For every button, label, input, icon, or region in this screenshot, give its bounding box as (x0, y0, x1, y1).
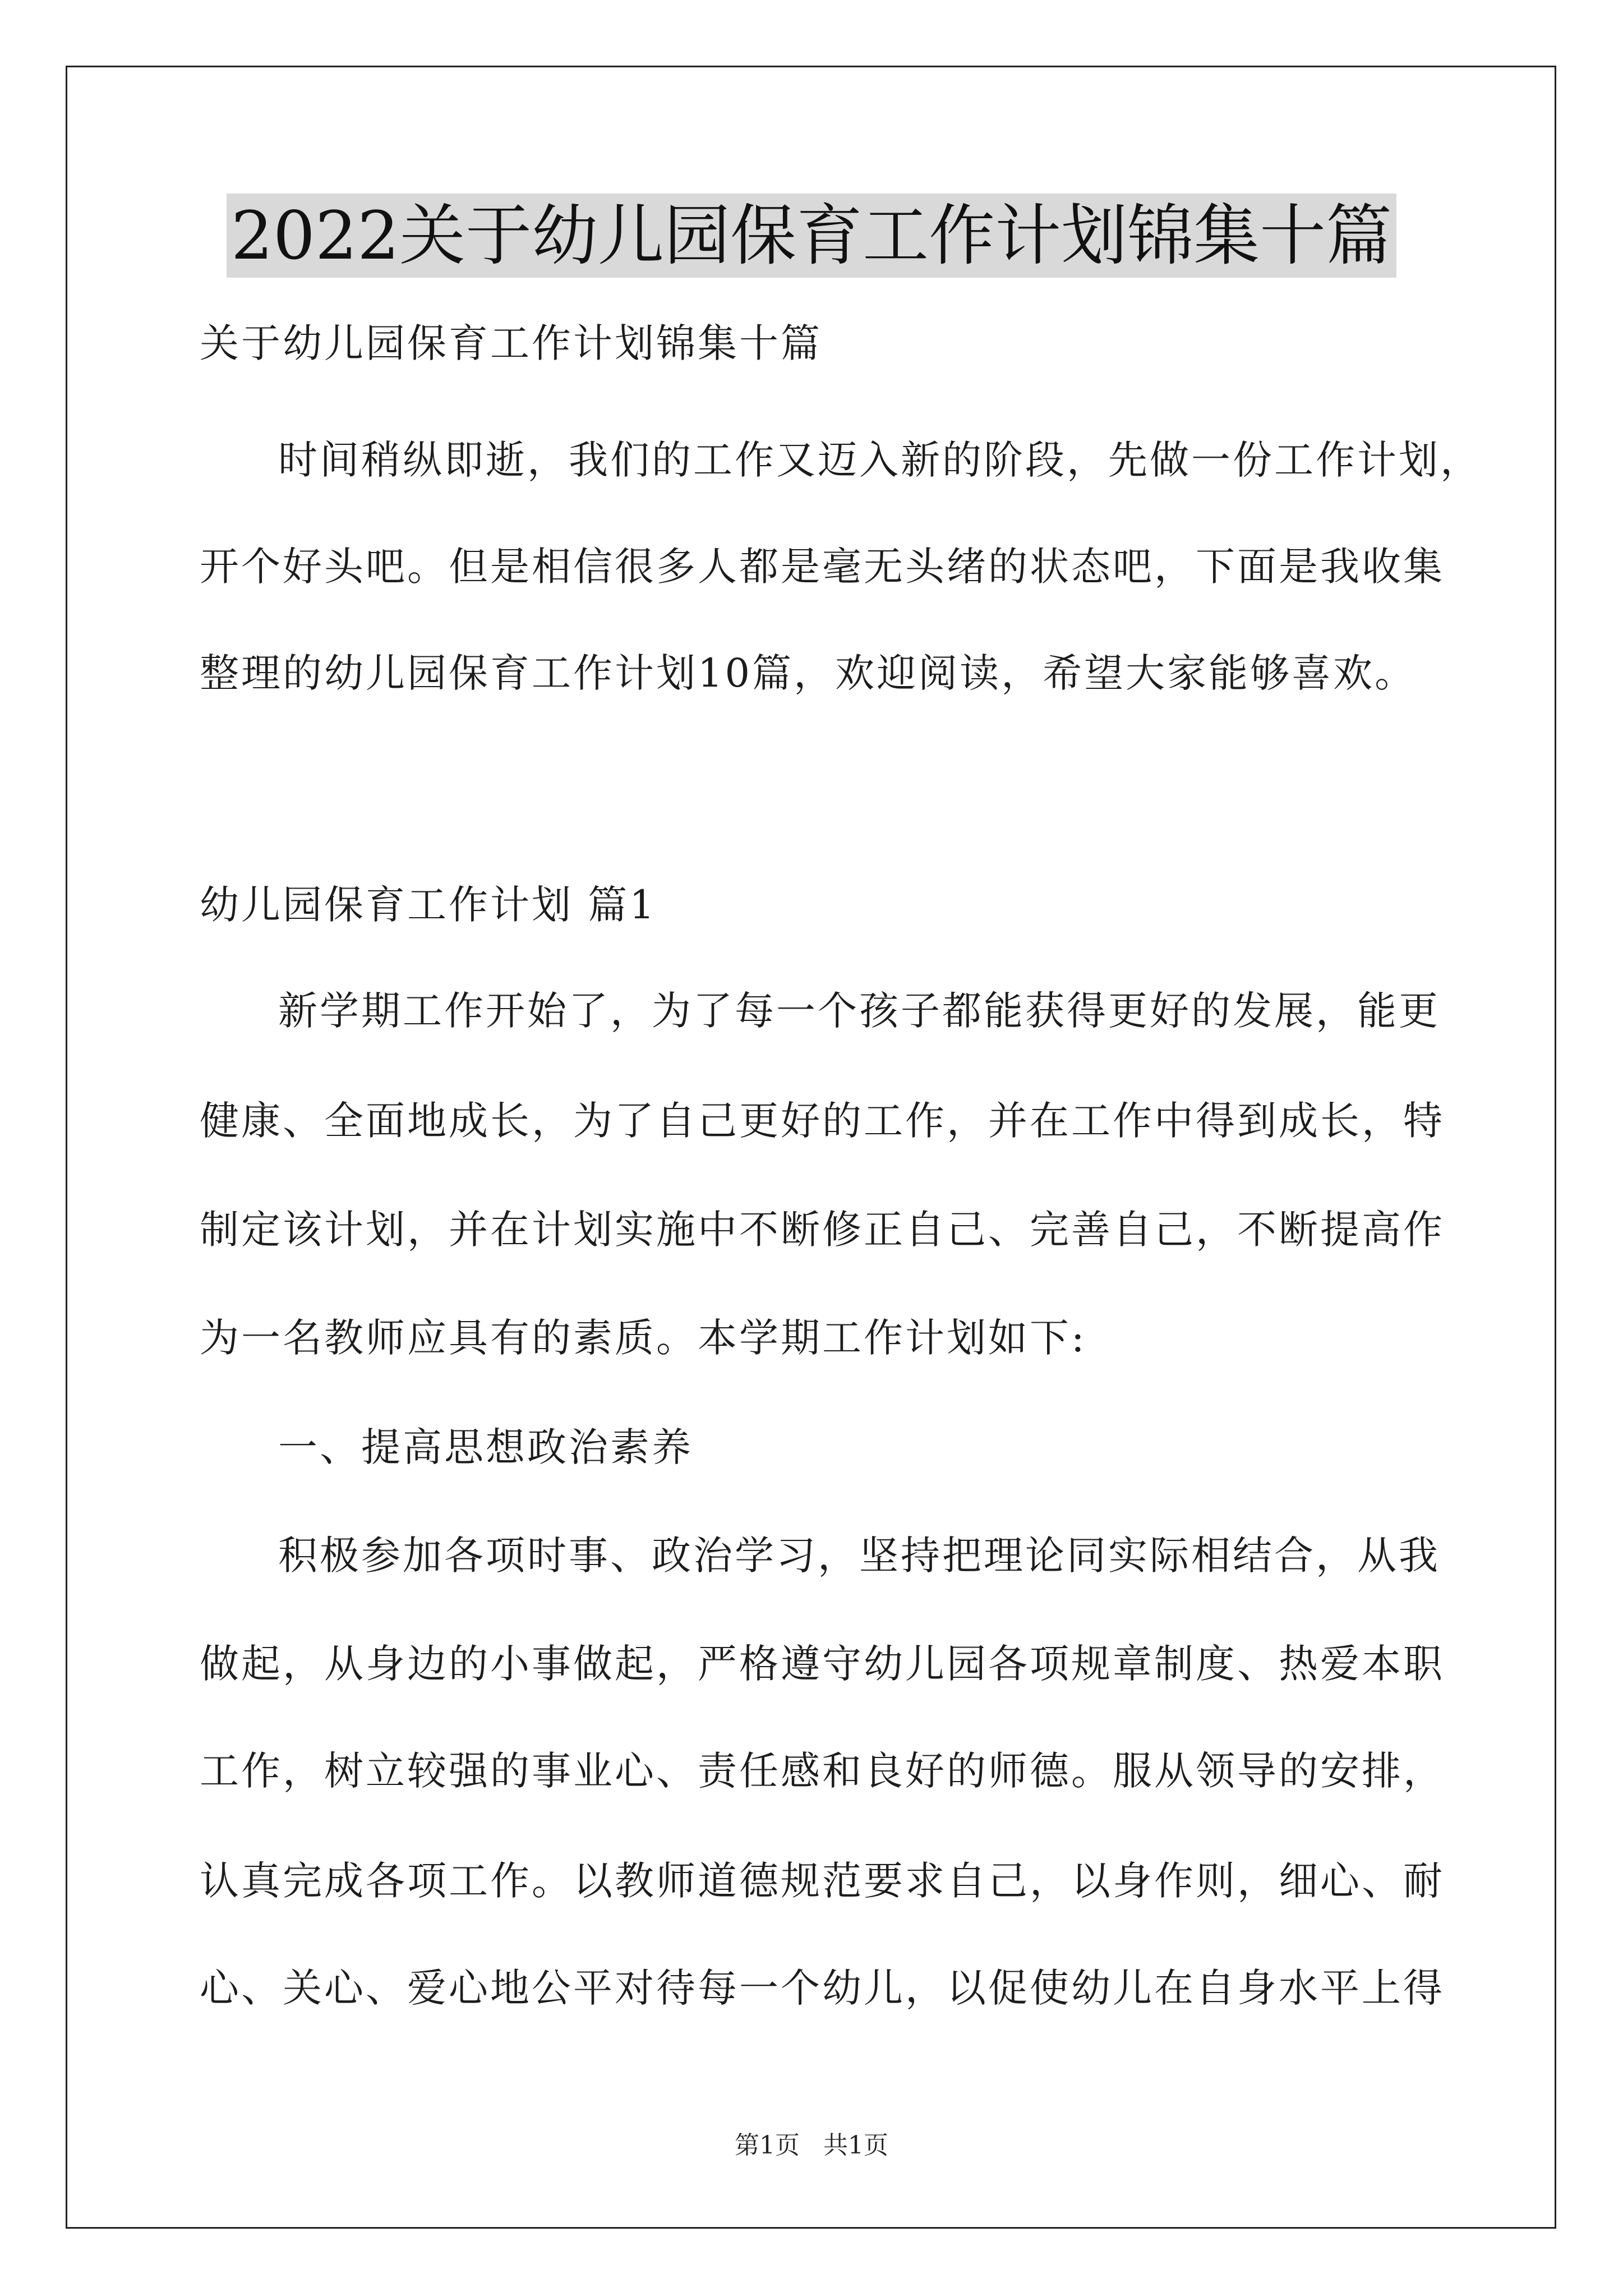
section-heading: 幼儿园保育工作计划 篇1 (200, 882, 657, 928)
body-line-2: 做起，从身边的小事做起，严格遵守幼儿园各项规章制度、热爱本职 (200, 1641, 1445, 1687)
page-footer (0, 2129, 1623, 2162)
section-line-3: 制定该计划，并在计划实施中不断修正自己、完善自己，不断提高作 (200, 1207, 1445, 1253)
body-line-5: 心、关心、爱心地公平对待每一个幼儿，以促使幼儿在自身水平上得 (200, 1965, 1445, 2011)
intro-line-2: 开个好头吧。但是相信很多人都是毫无头绪的状态吧，下面是我收集 (200, 544, 1445, 590)
document-subtitle: 关于幼儿园保育工作计划锦集十篇 (200, 320, 822, 366)
document-title: 2022关于幼儿园保育工作计划锦集十篇 (227, 194, 1396, 278)
body-line-1: 积极参加各项时事、政治学习，坚持把理论同实际相结合，从我 (278, 1533, 1440, 1579)
intro-line-1: 时间稍纵即逝，我们的工作又迈入新的阶段，先做一份工作计划， (278, 437, 1482, 483)
section-line-2: 健康、全面地成长，为了自己更好的工作，并在工作中得到成长，特 (200, 1098, 1445, 1144)
section-line-4: 为一名教师应具有的素质。本学期工作计划如下: (200, 1315, 1087, 1361)
page-number: 第1页 (735, 2131, 800, 2160)
page-total: 共1页 (823, 2131, 888, 2160)
section-line-1: 新学期工作开始了，为了每一个孩子都能获得更好的发展，能更 (278, 988, 1440, 1034)
body-line-4: 认真完成各项工作。以教师道德规范要求自己，以身作则，细心、耐 (200, 1858, 1445, 1904)
intro-line-3: 整理的幼儿园保育工作计划10篇，欢迎阅读，希望大家能够喜欢。 (200, 650, 1417, 696)
body-line-3: 工作，树立较强的事业心、责任感和良好的师德。服从领导的安排， (200, 1748, 1445, 1794)
sub-heading: 一、提高思想政治素养 (278, 1424, 693, 1470)
title-container (0, 194, 1623, 278)
